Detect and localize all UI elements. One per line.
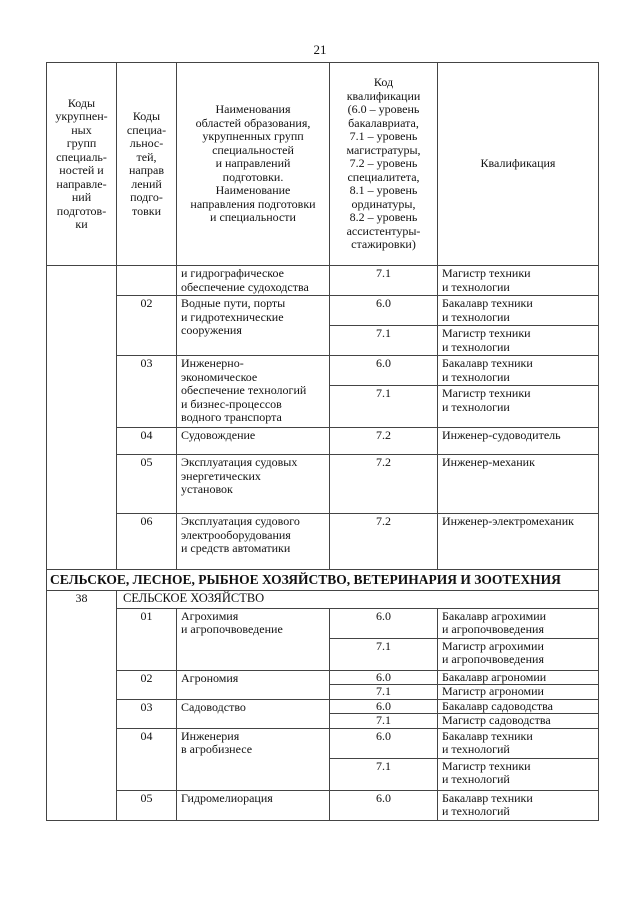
qualification-title: Инженер-судоводитель xyxy=(438,428,599,455)
specialty-name: Эксплуатация судового электрооборудования и средств автоматики xyxy=(177,514,330,570)
specialty-code: 03 xyxy=(117,356,177,428)
specialty-name: Эксплуатация судовых энергетических установок xyxy=(177,455,330,514)
specialty-name: Инженерия в агробизнесе xyxy=(177,728,330,790)
specialty-name: Гидромелиорация xyxy=(177,790,330,820)
qualification-title: Инженер-электромеханик xyxy=(438,514,599,570)
qualification-title: Бакалавр агрономии xyxy=(438,670,599,685)
table-row xyxy=(47,790,599,820)
specialty-code: 03 xyxy=(117,699,177,728)
qualification-title: Инженер-механик xyxy=(438,455,599,514)
specialty-code: 04 xyxy=(117,428,177,455)
section-row xyxy=(47,570,599,591)
qualification-code: 6.0 xyxy=(330,608,438,638)
table-row xyxy=(47,670,599,685)
header-row xyxy=(47,63,599,266)
specialty-name: и гидрографическое обеспечение судоходства xyxy=(177,266,330,296)
qualification-title: Бакалавр агрохимии и агропочвоведения xyxy=(438,608,599,638)
qualification-code: 7.1 xyxy=(330,638,438,670)
qualification-title: Бакалавр техники и технологии xyxy=(438,356,599,386)
qualification-code: 7.1 xyxy=(330,758,438,790)
header-cell: Коды укрупнен- ных групп специаль- ностей и направле- ний подготов- ки xyxy=(47,63,117,266)
qualification-code: 7.1 xyxy=(330,266,438,296)
qualification-code: 7.1 xyxy=(330,714,438,729)
specialty-code: 01 xyxy=(117,608,177,670)
qualification-code: 7.1 xyxy=(330,685,438,700)
qualification-title: Бакалавр техники и технологии xyxy=(438,296,599,326)
page-number: 21 xyxy=(313,42,327,57)
header-cell: Наименования областей образования, укрупненных групп специальностей и направлений подготовки. Наименование направления подготовки и специальности xyxy=(177,63,330,266)
specialty-code: 05 xyxy=(117,455,177,514)
specialty-name: Судовождение xyxy=(177,428,330,455)
specialty-code: 06 xyxy=(117,514,177,570)
qualification-code: 7.2 xyxy=(330,514,438,570)
specialty-name: Инженерно- экономическое обеспечение технологий и бизнес-процессов водного транспорта xyxy=(177,356,330,428)
table-row xyxy=(47,356,599,386)
header-cell: Коды специа- льнос- тей, направ лений подго- товки xyxy=(117,63,177,266)
specialty-code: 02 xyxy=(117,670,177,699)
table-row xyxy=(47,266,599,296)
specialty-name: Садоводство xyxy=(177,699,330,728)
table-row xyxy=(47,699,599,714)
specialty-code: 05 xyxy=(117,790,177,820)
qualification-title: Магистр агрохимии и агропочвоведения xyxy=(438,638,599,670)
qualification-title: Магистр техники и технологии xyxy=(438,326,599,356)
qualification-code: 7.1 xyxy=(330,326,438,356)
qualification-code: 6.0 xyxy=(330,356,438,386)
qualification-title: Бакалавр техники и технологий xyxy=(438,728,599,758)
group-row xyxy=(47,590,599,608)
specialty-code xyxy=(117,266,177,296)
section-title: СЕЛЬСКОЕ, ЛЕСНОЕ, РЫБНОЕ ХОЗЯЙСТВО, ВЕТЕРИНАРИЯ И ЗООТЕХНИЯ xyxy=(47,570,599,591)
header-cell: Квалификация xyxy=(438,63,599,266)
specialty-code: 04 xyxy=(117,728,177,790)
table-row xyxy=(47,608,599,638)
table-row xyxy=(47,428,599,455)
qualification-title: Бакалавр садоводства xyxy=(438,699,599,714)
qualification-title: Магистр садоводства xyxy=(438,714,599,729)
qualification-title: Бакалавр техники и технологий xyxy=(438,790,599,820)
qualification-code: 7.2 xyxy=(330,428,438,455)
qualification-code: 7.1 xyxy=(330,386,438,428)
table-row xyxy=(47,296,599,326)
qualification-title: Магистр техники и технологии xyxy=(438,266,599,296)
qualification-code: 6.0 xyxy=(330,790,438,820)
qualifications-table xyxy=(46,62,599,821)
table-row xyxy=(47,455,599,514)
group-name: СЕЛЬСКОЕ ХОЗЯЙСТВО xyxy=(117,590,599,608)
table-row xyxy=(47,728,599,758)
qualification-title: Магистр техники и технологий xyxy=(438,758,599,790)
qualification-code: 7.2 xyxy=(330,455,438,514)
qualification-title: Магистр агрономии xyxy=(438,685,599,700)
qualification-code: 6.0 xyxy=(330,670,438,685)
qualification-code: 6.0 xyxy=(330,296,438,326)
qualification-title: Магистр техники и технологии xyxy=(438,386,599,428)
qualification-code: 6.0 xyxy=(330,728,438,758)
qualification-code: 6.0 xyxy=(330,699,438,714)
header-cell: Код квалификации (6.0 – уровень бакалавриата, 7.1 – уровень магистратуры, 7.2 – уровень специалитета, 8.1 – уровень ординатуры, 8.2 – уровень ассистентуры- стажировки) xyxy=(330,63,438,266)
specialty-name: Водные пути, порты и гидротехнические сооружения xyxy=(177,296,330,356)
specialty-name: Агрономия xyxy=(177,670,330,699)
table-row xyxy=(47,514,599,570)
specialty-code: 02 xyxy=(117,296,177,356)
group-code: 38 xyxy=(47,590,117,820)
specialty-name: Агрохимия и агропочвоведение xyxy=(177,608,330,670)
group-code-cell xyxy=(47,266,117,570)
